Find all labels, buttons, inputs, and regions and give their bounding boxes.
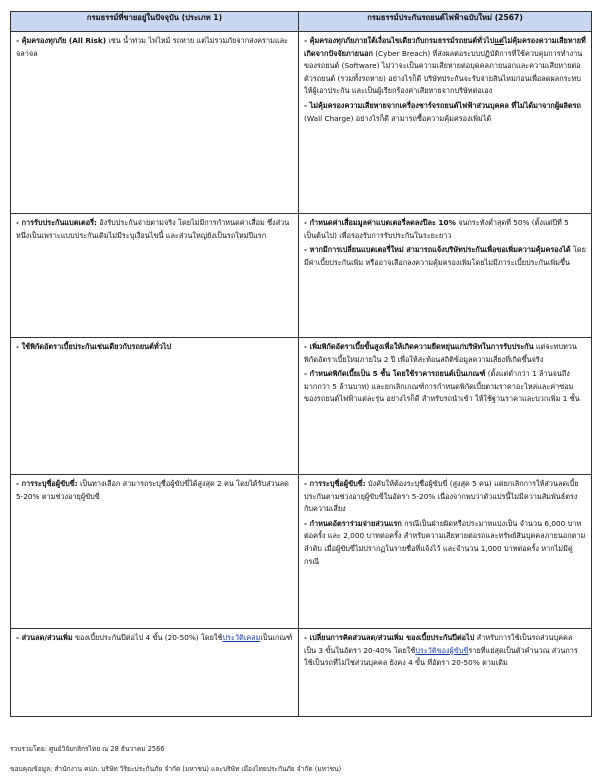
paragraph: - ส่วนลด/ส่วนเพิ่ม ของเบี้ยประกันปีต่อไป 4 ขั้น (20-50%) โดยใช้ประวัติเคลมเป็นเกณฑ์ [16,633,293,642]
header-new-ev-policy: กรมธรรม์ประกันรถยนต์ไฟฟ้าฉบับใหม่ (2567) [299,12,592,32]
row-4-current [11,475,299,629]
comparison-table [10,11,592,717]
paragraph: - คุ้มครองทุกภัย (All Risk) เช่น น้ำท่วม ไฟไหม้ รถหาย แต่ไม่รวมภัยจากสงครามและจลาจล [16,36,288,58]
paragraph: - ไม่คุ้มครองความเสียหายจากเครื่องชาร์จรถยนต์ไฟฟ้าส่วนบุคคล ที่ไม่ได้มาจากผู้ผลิตรถ (Wall Charge) อย่างไรก็ดี สามารถซื้อความคุ้มครองเพิ่มได้ [304,100,581,123]
table-row [11,214,592,338]
paragraph: - เปลี่ยนการคิดส่วนลด/ส่วนเพิ่ม ของเบี้ยประกันปีต่อไป สำหรับการใช้เป็นรถส่วนบุคคล เป็น 3 ขั้นในอัตรา 20-40% โดยใช้ประวัติของผู้ขับขี่รายที่แย่สุดเป็นตัวคำนวณ ส่วนการใช้เป็นรถที่ไม่ใช่ส่วนบุคคล ยังคง 4 ขั้น ที่อัตรา 20-50% ตามเดิม [304,633,578,668]
paragraph: - กำหนดอัตราร่วมจ่ายส่วนแรก กรณีเป็นฝ่ายผิดหรือประมาทแบ่งเป็น จำนวน 6,000 บาทต่อครั้ง และ 2,000 บาทต่อครั้ง สำหรับความเสียหายต่อรถและทรัพย์สินบุคคลภายนอกตามลำดับ เมื่อผู้ขับขี่ไม่ปรากฏในรายชื่อที่แจ้งไว้ และจำนวน 1,000 บาทต่อครั้ง หากไม่มีคู่กรณี [304,518,586,566]
paragraph: - การระบุชื่อผู้ขับขี่: เป็นทางเลือก สามารถระบุชื่อผู้ขับขี่ได้สูงสุด 2 คน โดยได้รับส่วนลด 5-20% ตามช่วงอายุผู้ขับขี่ [16,479,289,501]
header-current-policy: กรมธรรม์ที่ขายอยู่ในปัจจุบัน (ประเภท 1) [11,12,299,32]
table-row [11,32,592,214]
paragraph: - หากมีการเปลี่ยนแบตเตอรี่ใหม่ สามารถแจ้งบริษัทประกันเพื่อขอเพิ่มความคุ้มครองได้ โดยมีค่าเบี้ยประกันเพิ่ม หรืออาจเลือกลงความคุ้มครองเพิ่มโดยไม่มีภาระเบี้ยประกันเพิ่มขึ้น [304,245,586,267]
table-row [11,629,592,717]
row-1-new [299,32,592,214]
row-5-current [11,629,299,717]
row-5-new [299,629,592,717]
paragraph: - กำหนดค่าเสื่อมมูลค่าแบตเตอรี่ลดลงปีละ 10% จนกระทั่งต่ำสุดที่ 50% (ตั้งแต่ปีที่ 5 เป็นต้นไป) เพื่อรองรับการรับประกันในระยะยาว [304,218,569,240]
table-row [11,475,592,629]
row-3-new [299,338,592,475]
table-row [11,338,592,475]
paragraph: - ใช้พิกัดอัตราเบี้ยประกันเช่นเดียวกับรถยนต์ทั่วไป [16,342,172,351]
footer-data-credits: ขอบคุณข้อมูล: สำนักงาน คปภ. บริษัท วิริยะประกันภัย จำกัด (มหาชน) และบริษัท เมืองไทยประกันภัย จำกัด (มหาชน) [10,765,342,773]
row-4-new [299,475,592,629]
paragraph: - การรับประกันแบตเตอรี่: อังรับประกันจ่ายตามจริง โดยไม่มีการกำหนดค่าเสื่อม ซึ่งส่วนหนึ่งเป็นเพราะแบบประกันเดิมไม่มีระบุเงื่อนไขนี้ และส่วนใหญ่ยังเป็นรถใหม่ปีแรก [16,218,290,240]
row-3-current [11,338,299,475]
row-2-new [299,214,592,338]
paragraph: - คุ้มครองทุกภัยภายใต้เงื่อนไขเดียวกับกรมธรรม์รถยนต์ทั่วไปแต่ไม่คุ้มครองความเสียหายที่เกิดจากปัจจัยภายนอก (Cyber Breach) ที่ส่งผลต่อระบบปฏิบัติการที่ใช้ควบคุมการทำงานของรถยนต์ (Software) ไม่ว่าจะเป็นความเสียหายต่อบุคคลภายนอกและความเสียหายต่อตัวรถยนต์ (รวมทั้งรถหาย) อย่างไรก็ดี บริษัทประกันจะรับจ่ายสินไหมก่อนเพื่อลดผลกระทบให้ผู้เอาประกัน และเป็นผู้เรียกร้องค่าเสียหายจากบริษัทต่อเอง [304,36,586,96]
row-1-current [11,32,299,214]
paragraph: - เพิ่มพิกัดอัตราเบี้ยขั้นสูงเพื่อให้เกิดความยืดหยุ่นแก่บริษัทในการรับประกัน แต่จะทบทวนพิกัดอัตราเบี้ยใหม่ภายใน 2 ปี เพื่อให้สะท้อนสถิติข้อมูลความเสี่ยงที่เกิดขึ้นจริง [304,342,577,364]
paragraph: - กำหนดพิกัดเบี้ยเป็น 5 ชั้น โดยใช้ราคารถยนต์เป็นเกณฑ์ (ตั้งแต่ต่ำกว่า 1 ล้านจนถึงมากกว่า 5 ล้านบาท) และยกเลิกเกณฑ์การกำหนดพิกัดเบี้ยตามราคาอะไหล่และค่าซ่อมของรถยนต์ไฟฟ้าแต่ละรุ่น อย่างไรก็ดี สำหรับรถนำเข้า ให้ใช้ฐานราคาและบวกเพิ่ม 1 ชั้น [304,369,580,404]
paragraph: - การระบุชื่อผู้ขับขี่: บังคับให้ต้องระบุชื่อผู้ขับขี่ (สูงสุด 5 คน) แต่ยกเลิกการให้ส่วนลดเบี้ยประกันตามช่วงอายุผู้ขับขี่ในอัตรา 5-20% เนื่องจากพบว่าตัวแปรนี้ไม่มีความสัมพันธ์ตรงกับความเสี่ยง [304,479,579,514]
row-2-current [11,214,299,338]
footer-compiled-by: รวบรวมโดย: ศูนย์วิจัยกสิกรไทย ณ 28 ธันวาคม 2566 [10,745,165,753]
